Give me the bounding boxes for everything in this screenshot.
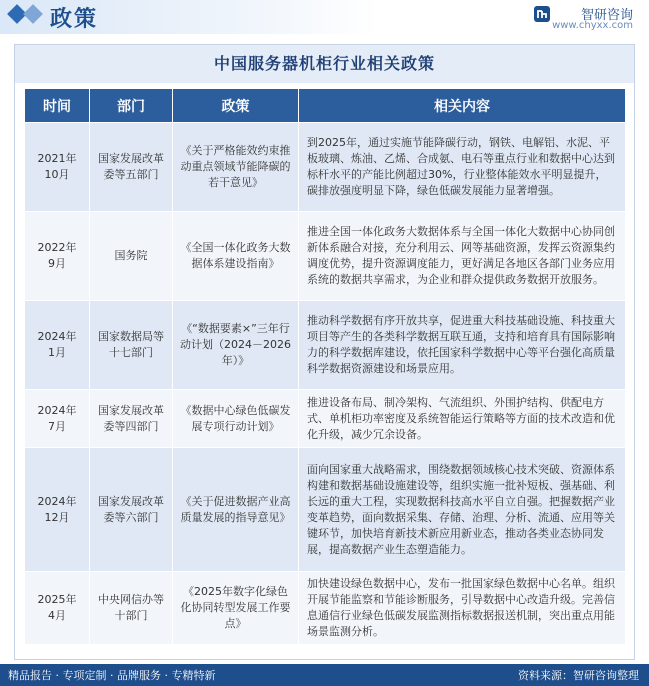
cell-dept: 国家发展改革委等五部门	[90, 123, 173, 212]
brand-name: 智研咨询	[580, 8, 633, 23]
cell-content: 推进全国一体化政务大数据体系与全国一体化大数据中心协同创新体系融合对接，充分利用云、网等基础资源，发挥云资源集约调度优势，提升资源调度能力，更好满足各地区各部门业务应用系统的数据共享需求，为企业和群众提供政务数据开放服务。	[299, 212, 626, 301]
cell-time: 2025年 4月	[25, 572, 90, 645]
policy-table	[24, 88, 626, 645]
cell-policy: 《“数据要素×”三年行动计划（2024－2026年）》	[173, 301, 299, 390]
table-row	[25, 123, 626, 212]
cell-content: 推进设备布局、制冷架构、气流组织、外围护结构、供配电方式、单机柜功率密度及系统智能运行策略等方面的技术改造和优化升级，减少冗余设备。	[299, 390, 626, 448]
cell-dept: 国家数据局等十七部门	[90, 301, 173, 390]
section-header	[0, 0, 380, 34]
cell-dept: 中央网信办等十部门	[90, 572, 173, 645]
cell-policy: 《数据中心绿色低碳发展专项行动计划》	[173, 390, 299, 448]
footer-source: 资料来源：智研咨询整理	[518, 669, 639, 682]
brand-url: www.chyxx.com	[552, 20, 633, 31]
cell-time: 2024年 1月	[25, 301, 90, 390]
cell-time: 2024年 7月	[25, 390, 90, 448]
top-bar	[0, 0, 649, 34]
cell-dept: 国务院	[90, 212, 173, 301]
cell-dept: 国家发展改革委等六部门	[90, 448, 173, 572]
column-header-policy: 政策	[173, 89, 299, 123]
cell-policy: 《2025年数字化绿色化协同转型发展工作要点》	[173, 572, 299, 645]
cell-policy: 《关于严格能效约束推动重点领域节能降碳的若干意见》	[173, 123, 299, 212]
policy-table-frame	[14, 44, 635, 660]
table-row	[25, 448, 626, 572]
cell-content: 到2025年，通过实施节能降碳行动，钢铁、电解铝、水泥、平板玻璃、炼油、乙烯、合成氨、电石等重点行业和数据中心达到标杆水平的产能比例超过30%，行业整体能效水平明显提升，碳排放强度明显下降，绿色低碳发展能力显著增强。	[299, 123, 626, 212]
cell-time: 2021年 10月	[25, 123, 90, 212]
table-row	[25, 390, 626, 448]
column-header-time: 时间	[25, 89, 90, 123]
footer-bar	[0, 664, 649, 686]
cell-time: 2024年 12月	[25, 448, 90, 572]
section-title: 政策	[50, 7, 99, 32]
column-header-content: 相关内容	[299, 89, 626, 123]
brand-logo-icon	[533, 5, 551, 23]
diamond-icon-secondary	[23, 4, 43, 24]
cell-content: 推动科学数据有序开放共享，促进重大科技基础设施、科技重大项目等产生的各类科学数据互联互通，支持和培育具有国际影响力的科学数据库建设，依托国家科学数据中心等平台强化高质量科学数据资源建设和场景应用。	[299, 301, 626, 390]
footer-services: 精品报告 · 专项定制 · 品牌服务 · 专精特新	[8, 669, 216, 682]
column-header-dept: 部门	[90, 89, 173, 123]
table-header-row	[25, 89, 626, 123]
cell-policy: 《关于促进数据产业高质量发展的指导意见》	[173, 448, 299, 572]
cell-time: 2022年 9月	[25, 212, 90, 301]
cell-policy: 《全国一体化政务大数据体系建设指南》	[173, 212, 299, 301]
brand	[513, 3, 633, 33]
table-title: 中国服务器机柜行业相关政策	[15, 45, 634, 83]
table-row	[25, 572, 626, 645]
table-row	[25, 301, 626, 390]
table-row	[25, 212, 626, 301]
cell-content: 加快建设绿色数据中心，发布一批国家绿色数据中心名单。组织开展节能监察和节能诊断服务，引导数据中心改造升级。完善信息通信行业绿色低碳发展监测指标数据报送机制，突出重点用能场景监测分析。	[299, 572, 626, 645]
cell-dept: 国家发展改革委等四部门	[90, 390, 173, 448]
cell-content: 面向国家重大战略需求，围绕数据领域核心技术突破、资源体系构建和数据基础设施建设等，组织实施一批补短板、强基础、利长远的重大工程，实现数据科技高水平自立自强。把握数据产业变革趋势，面向数据采集、存储、治理、分析、流通、应用等关键环节，加快培育新技术新应用新业态，推动各类业态协同发展，提高数据产业生态塑造能力。	[299, 448, 626, 572]
